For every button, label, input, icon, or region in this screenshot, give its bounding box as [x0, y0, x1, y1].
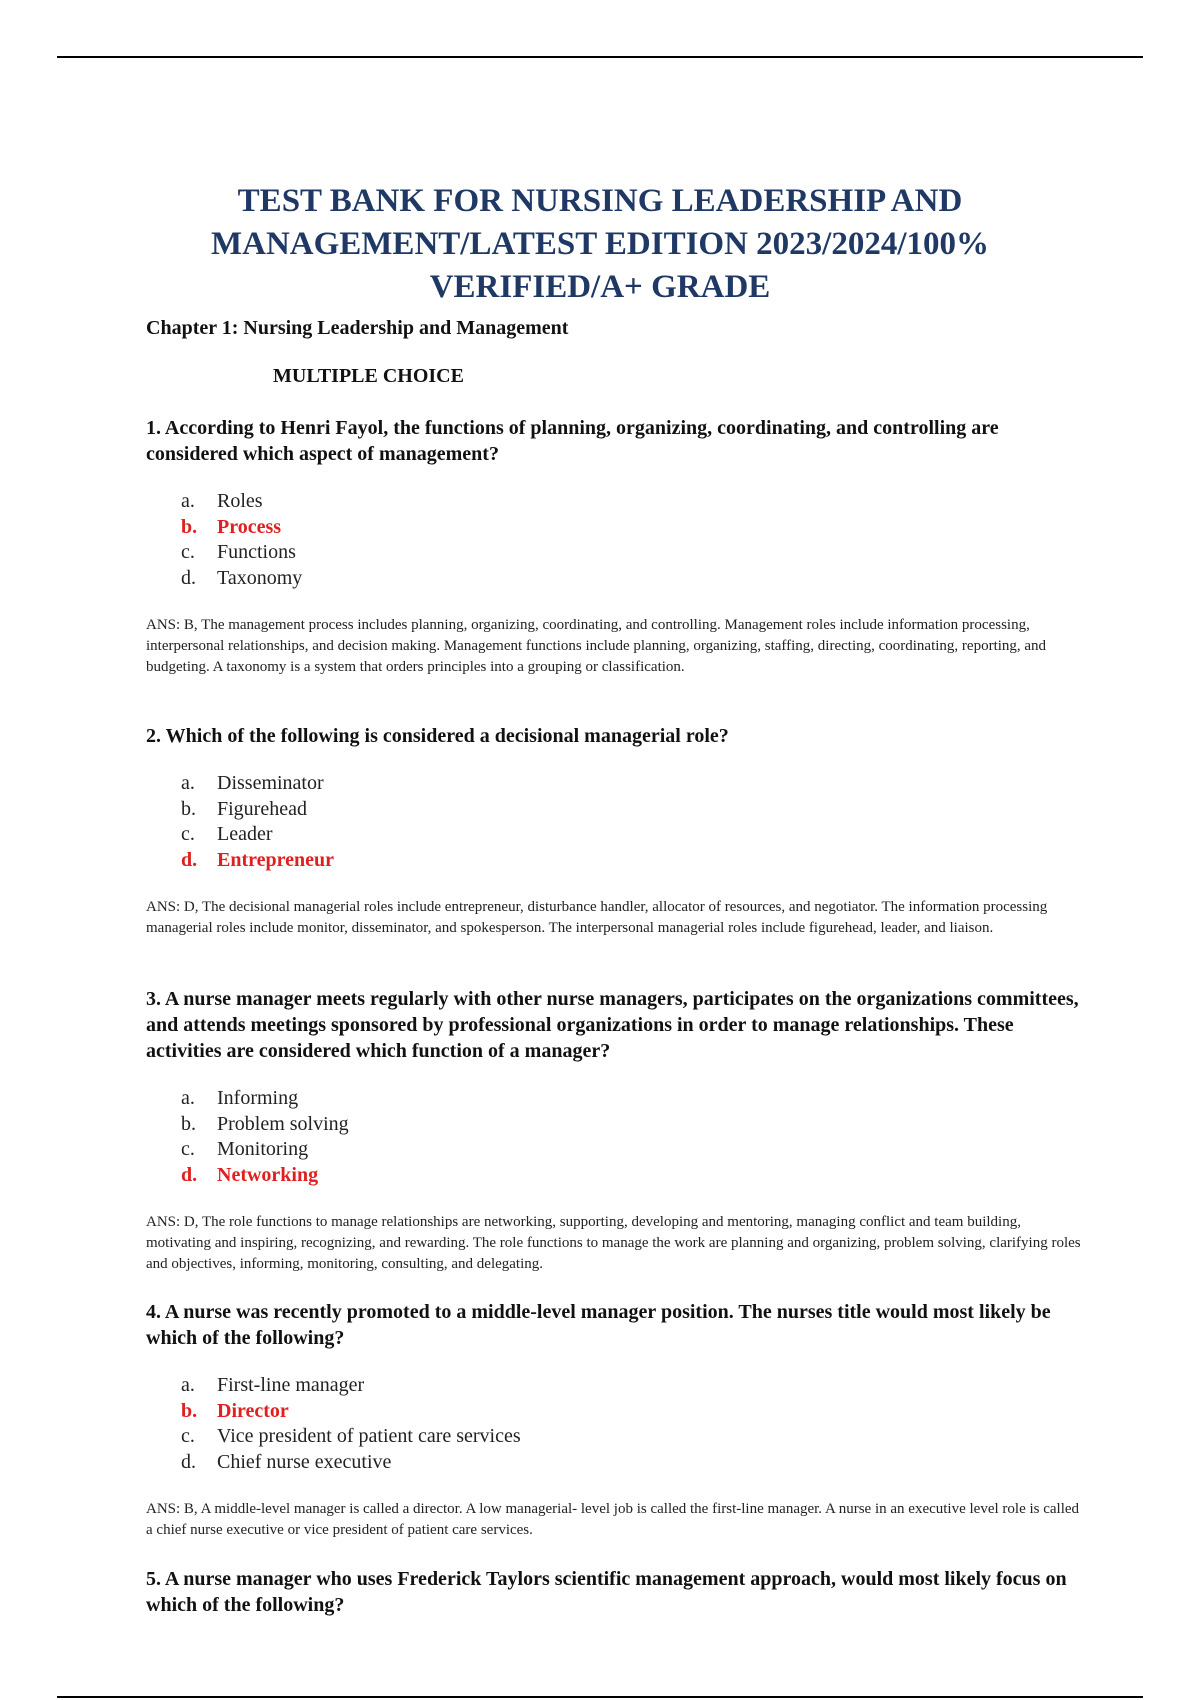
answer-rationale: ANS: B, The management process includes planning, organizing, coordinating, and controlling. Management roles include information processing, interpersonal relationships, and decision making. Management functions include planning, organizing, staffing, directing, coordinating, reporting, and budgeting. A taxonomy is a system that orders principles into a grouping or classification. [146, 617, 1047, 675]
question-2 [146, 723, 1086, 939]
option-d-correct: d. Networking [181, 1163, 319, 1186]
answer-options [181, 1086, 1086, 1188]
question-stem: 3. A nurse manager meets regularly with other nurse managers, participates on the organizations committees, and attends meetings sponsored by professional organizations in order to manage relationships. These activities are considered which function of a manager? [146, 988, 1079, 1062]
option-c: c. Leader [181, 823, 273, 845]
option-b-correct: b. Director [181, 1399, 289, 1422]
option-c: c. Functions [181, 541, 296, 563]
option-d: d. Chief nurse executive [181, 1450, 392, 1473]
answer-options [181, 771, 1086, 873]
section-label: MULTIPLE CHOICE [273, 365, 464, 387]
question-4 [146, 1299, 1086, 1541]
question-3 [146, 986, 1086, 1275]
answer-rationale: ANS: B, A middle-level manager is called a director. A low managerial- level job is called the first-line manager. A nurse in an executive level role is called a chief nurse executive or vice president of patient care services. [146, 1501, 1080, 1538]
option-d-correct: d. Entrepreneur [181, 848, 335, 871]
option-a: a. Roles [181, 490, 263, 512]
option-a: a. First-line manager [181, 1374, 365, 1396]
question-stem: 4. A nurse was recently promoted to a middle-level manager position. The nurses title would most likely be which of the following? [146, 1301, 1051, 1349]
option-b: b. Problem solving [181, 1112, 349, 1135]
top-rule [57, 56, 1143, 58]
answer-rationale: ANS: D, The role functions to manage relationships are networking, supporting, developing and mentoring, managing conflict and team building, motivating and inspiring, recognizing, and rewarding. The role functions to manage the work are planning and organizing, problem solving, clarifying roles and objectives, informing, monitoring, consulting, and delegating. [146, 1214, 1081, 1272]
chapter-heading: Chapter 1: Nursing Leadership and Management [146, 317, 569, 339]
question-stem: 1. According to Henri Fayol, the functions of planning, organizing, coordinating, and controlling are considered which aspect of management? [146, 417, 999, 465]
option-d: d. Taxonomy [181, 566, 303, 589]
answer-options [181, 489, 1086, 591]
question-1 [146, 415, 1086, 678]
option-b: b. Figurehead [181, 797, 307, 820]
option-b-correct: b. Process [181, 515, 282, 538]
answer-rationale: ANS: D, The decisional managerial roles include entrepreneur, disturbance handler, allocator of resources, and negotiator. The information processing managerial roles include monitor, disseminator, and spokesperson. The interpersonal managerial roles include figurehead, leader, and liaison. [146, 899, 1048, 936]
option-c: c. Monitoring [181, 1138, 309, 1160]
answer-options [181, 1373, 1086, 1475]
option-c: c. Vice president of patient care services [181, 1425, 521, 1447]
question-stem: 5. A nurse manager who uses Frederick Taylors scientific management approach, would most likely focus on which of the following? [146, 1568, 1067, 1616]
document-title: TEST BANK FOR NURSING LEADERSHIP AND MANAGEMENT/LATEST EDITION 2023/2024/100% VERIFIED/A+ GRADE [210, 183, 990, 305]
option-a: a. Disseminator [181, 772, 324, 794]
question-5 [146, 1566, 1086, 1618]
bottom-rule [57, 1696, 1143, 1698]
question-stem: 2. Which of the following is considered a decisional managerial role? [146, 725, 729, 747]
option-a: a. Informing [181, 1087, 299, 1109]
